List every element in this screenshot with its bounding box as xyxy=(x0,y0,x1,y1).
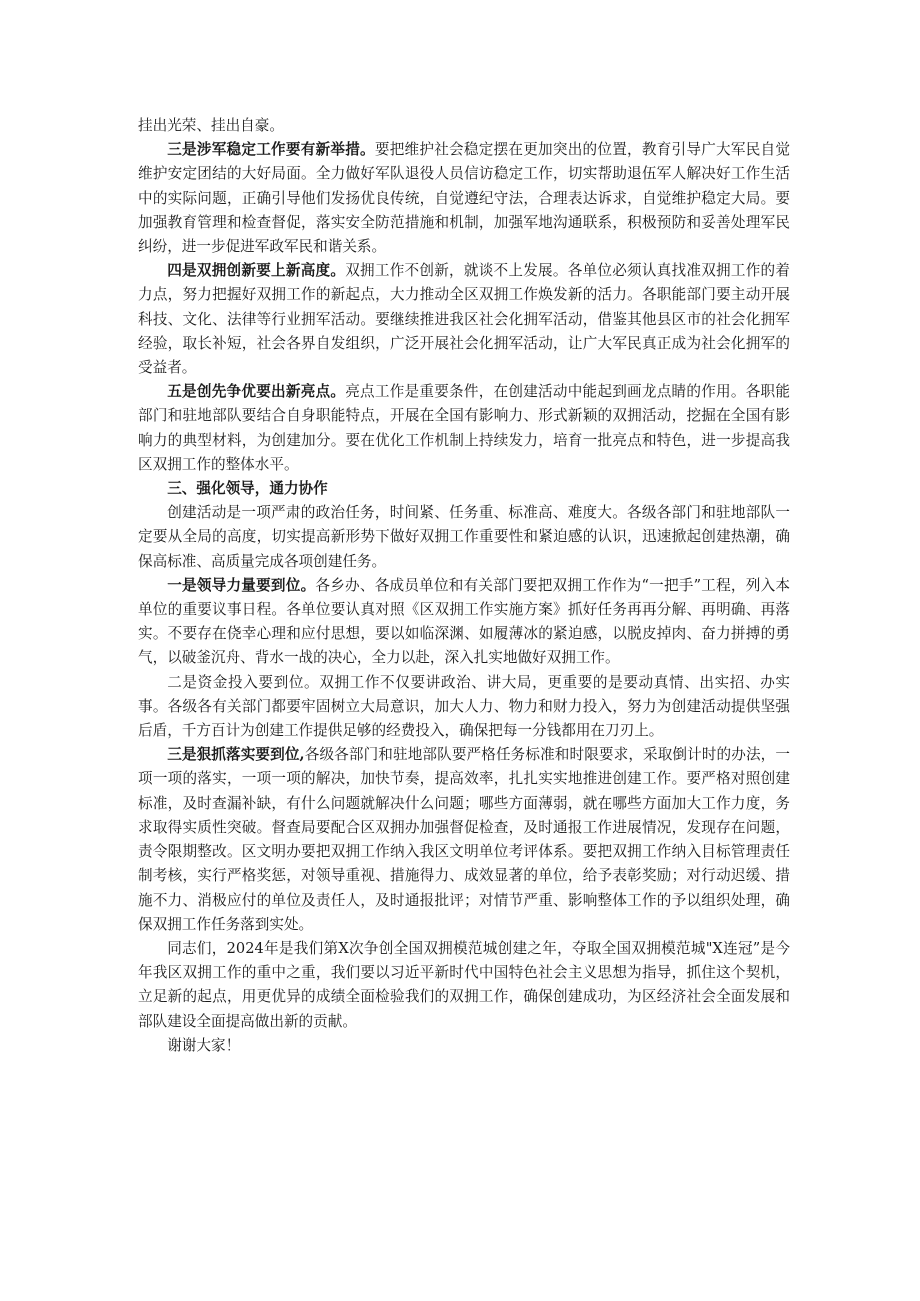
paragraph-intro xyxy=(138,501,790,574)
paragraph-lead: 四是双拥创新要上新高度。 xyxy=(167,262,346,280)
paragraph-highlights xyxy=(138,380,790,477)
section-heading-text: 三、强化领导，通力协作 xyxy=(167,480,328,498)
paragraph-funding xyxy=(138,671,790,744)
paragraph-thanks xyxy=(138,1034,790,1058)
section-heading xyxy=(138,477,790,501)
paragraph-conclusion xyxy=(138,937,790,1034)
paragraph-text: 创建活动是一项严肃的政治任务，时间紧、任务重、标准高、难度大。各级各部门和驻地部队一定要从全局的高度，切实提高新形势下做好双拥工作重要性和紧迫感的认识，迅速掀起创建热潮，确保高标准、高质量完成各项创建任务。 xyxy=(138,504,790,570)
paragraph-text: 亮点工作是重要条件，在创建活动中能起到画龙点睛的作用。各职能部门和驻地部队要结合自身职能特点，开展在全国有影响力、形式新颖的双拥活动，挖掘在全国有影响力的典型材料，为创建加分。要在优化工作机制上持续发力，培育一批亮点和特色，进一步提高我区双拥工作的整体水平。 xyxy=(138,383,790,473)
paragraph-text: 各乡办、各成员单位和有关部门要把双拥工作作为“一把手”工程，列入本单位的重要议事日程。各单位要认真对照《区双拥工作实施方案》抓好任务再再分解、再明确、再落实。不要存在侥幸心理和应付思想，要以如临深渊、如履薄冰的紧迫感，以脱皮掉肉、奋力拼搏的勇气，以破釜沉舟、背水一战的决心，全力以赴，深入扎实地做好双拥工作。 xyxy=(138,576,790,667)
paragraph-lead: 一是领导力量要到位。 xyxy=(167,576,316,594)
paragraph-leadership xyxy=(138,574,790,671)
paragraph-implementation xyxy=(138,743,790,937)
paragraph-text: 二是资金投入要到位。双拥工作不仅要讲政治、讲大局，更重要的是要动真情、出实招、办实事。各级各有关部门都要牢固树立大局意识，加大人力、物力和财力投入，努力为创建活动提供坚强后盾，千方百计为创建工作提供足够的经费投入，确保把每一分钱都用在刀刃上。 xyxy=(138,673,790,740)
paragraph-text: 各级各部门和驻地部队要严格任务标准和时限要求，采取倒计时的办法，一项一项的落实，一项一项的解决，加快节奏，提高效率，扎扎实实地推进创建工作。要严格对照创建标准，及时查漏补缺，有什么问题就解决什么问题；哪些方面薄弱，就在哪些方面加大工作力度，务求取得实质性突破。督查局要配合区双拥办加强督促检查，及时通报工作进展情况，发现存在问题，责令限期整改。区文明办要把双拥工作纳入我区文明单位考评体系。要把双拥工作纳入目标管理责任制考核，实行严格奖惩，对领导重视、措施得力、成效显著的单位，给予表彰奖励；对行动迟缓、措施不力、消极应付的单位及责任人，及时通报批评；对情节严重、影响整体工作的予以组织处理，确保双拥工作任务落到实处。 xyxy=(138,746,790,933)
paragraph-lead: 三是涉军稳定工作要有新举措。 xyxy=(167,141,375,159)
paragraph-text: 谢谢大家！ xyxy=(167,1036,241,1054)
paragraph-innovation xyxy=(138,259,790,380)
paragraph-lead: 五是创先争优要出新亮点。 xyxy=(167,383,346,401)
paragraph-text: 要把维护社会稳定摆在更加突出的位置，教育引导广大军民自觉维护安定团结的大好局面。全力做好军队退役人员信访稳定工作，切实帮助退伍军人解决好工作生活中的实际问题，正确引导他们发扬优良传统，自觉遵纪守法，合理表达诉求，自觉维护稳定大局。要加强教育管理和检查督促，落实安全防范措施和机制，加强军地沟通联系，积极预防和妥善处理军民纠纷，进一步促进军政军民和谐关系。 xyxy=(138,141,790,256)
paragraph-text: 挂出光荣、挂出自豪。 xyxy=(138,117,284,134)
document-body xyxy=(138,114,790,1058)
paragraph-text: 同志们，2024年是我们第X次争创全国双拥模范城创建之年，夺取全国双拥模范城"X连冠”是今年我区双拥工作的重中之重，我们要以习近平新时代中国特色社会主义思想为指导，抓住这个契机，立足新的起点，用更优异的成绩全面检验我们的双拥工作，确保创建成功，为区经济社会全面发展和部队建设全面提高做出新的贡献。 xyxy=(138,939,790,1030)
paragraph-stability xyxy=(138,138,790,259)
paragraph-text: 双拥工作不创新，就谈不上发展。各单位必须认真找准双拥工作的着力点，努力把握好双拥工作的新起点，大力推动全区双拥工作焕发新的活力。各职能部门要主动开展科技、文化、法律等行业拥军活动。要继续推进我区社会化拥军活动，借鉴其他县区市的社会化拥军经验，取长补短，社会各界自发组织，广泛开展社会化拥军活动，让广大军民真正成为社会化拥军的受益者。 xyxy=(138,262,790,377)
paragraph-lead: 三是狠抓落实要到位, xyxy=(167,746,305,764)
paragraph-continuation xyxy=(138,114,790,138)
